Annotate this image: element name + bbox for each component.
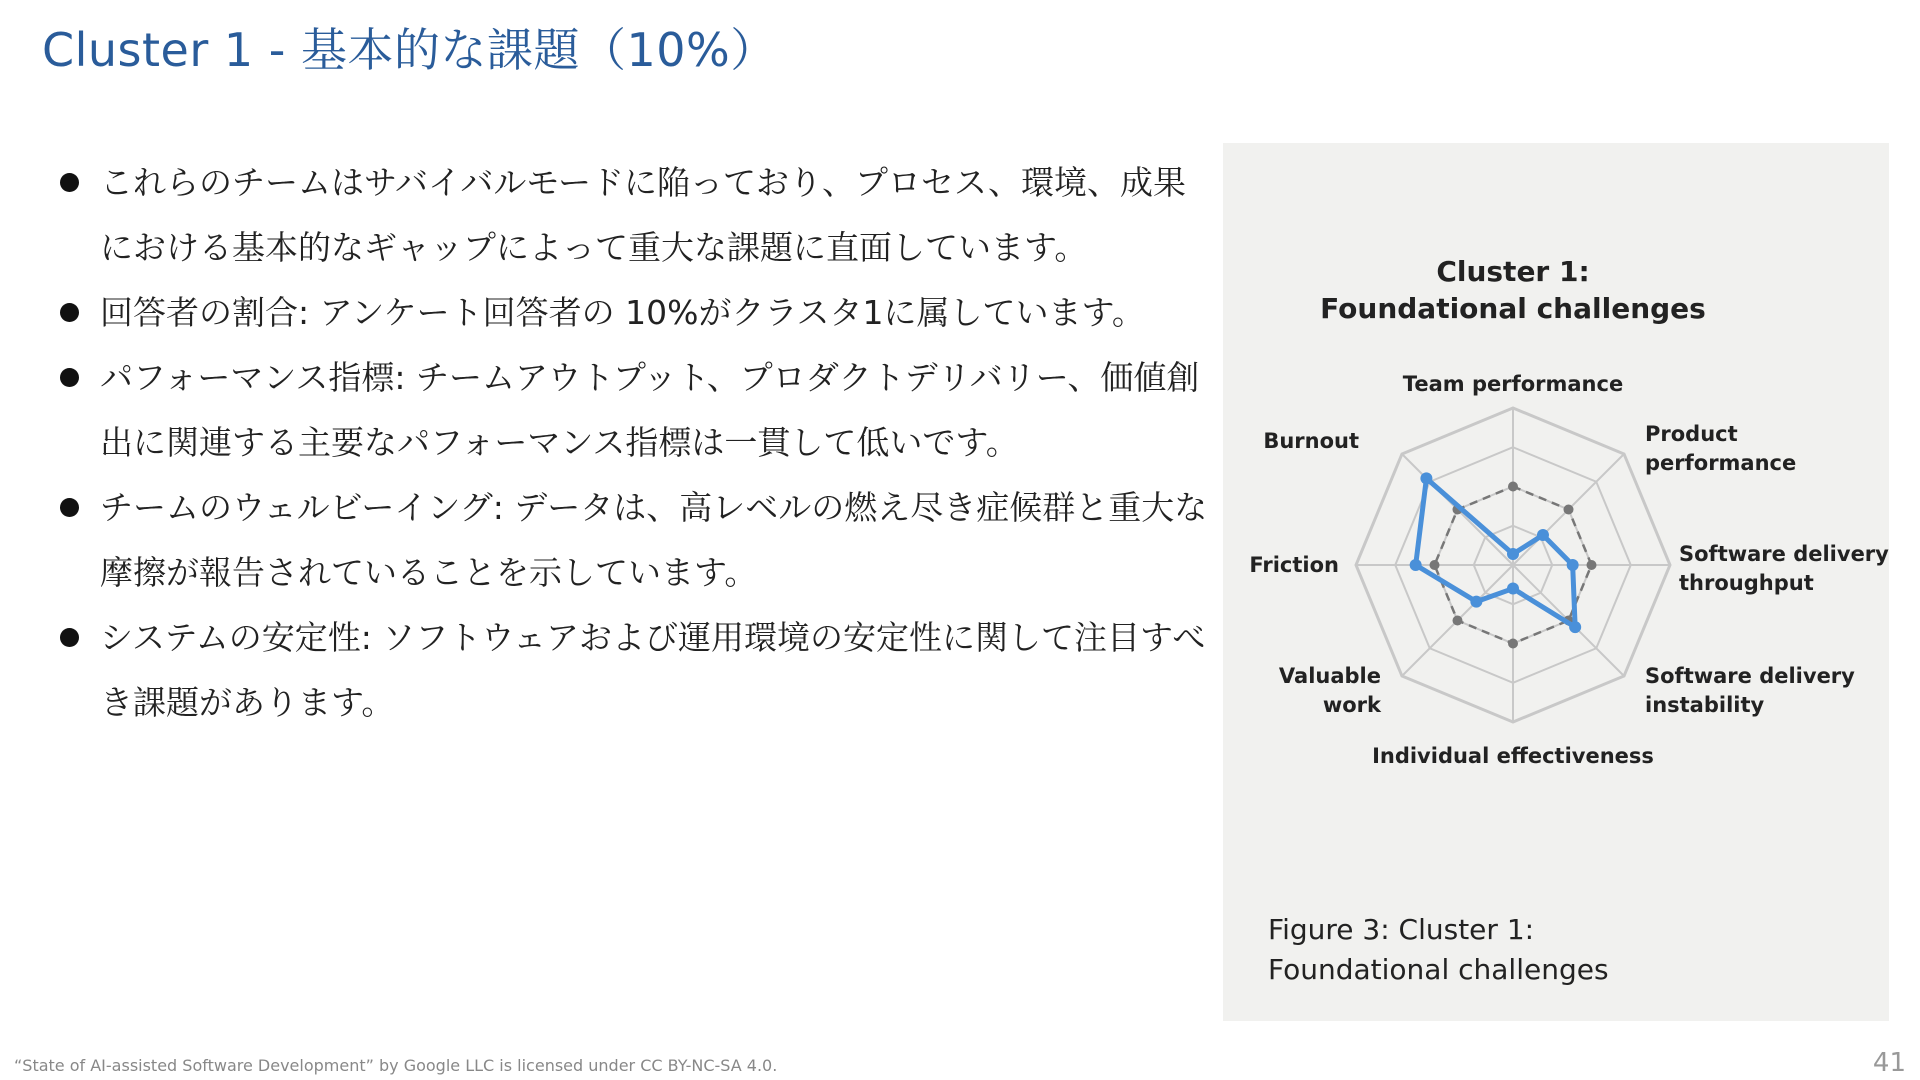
figure-panel (1223, 143, 1889, 1021)
radar-baseline-point (1587, 560, 1597, 570)
figure-caption (1268, 910, 1609, 990)
radar-baseline-point (1452, 616, 1462, 626)
bullet-item: これらのチームはサバイバルモードに陥っており、プロセス、環境、成果における基本的なギャップによって重大な課題に直面しています。 (58, 150, 1208, 280)
radar-data-point (1537, 529, 1549, 541)
slide-title: Cluster 1 - 基本的な課題（10%） (42, 23, 777, 77)
radar-axis-label: throughput (1679, 571, 1814, 595)
radar-baseline-point (1430, 560, 1440, 570)
radar-chart (1223, 143, 1889, 903)
radar-axis-label: work (1322, 693, 1381, 717)
radar-data-point (1410, 559, 1422, 571)
chart-title-line2: Foundational challenges (1320, 292, 1706, 325)
radar-data-point (1567, 559, 1579, 571)
radar-axis-label: Friction (1249, 553, 1339, 577)
chart-title-line1: Cluster 1: (1436, 255, 1590, 288)
radar-baseline-point (1564, 504, 1574, 514)
radar-baseline-point (1508, 639, 1518, 649)
radar-data-point (1569, 621, 1581, 633)
figure-caption-line2: Foundational challenges (1268, 953, 1609, 986)
figure-caption-line1: Figure 3: Cluster 1: (1268, 913, 1535, 946)
radar-axis-label: Product (1645, 422, 1738, 446)
radar-baseline-point (1508, 482, 1518, 492)
radar-axis-label: Software delivery (1645, 664, 1855, 688)
radar-data-point (1470, 596, 1482, 608)
radar-data-point (1420, 472, 1432, 484)
page-number: 41 (1872, 1048, 1906, 1078)
bullet-item: 回答者の割合: アンケート回答者の 10%がクラスタ1に属しています。 (58, 280, 1208, 345)
bullet-item: チームのウェルビーイング: データは、高レベルの燃え尽き症候群と重大な摩擦が報告されていることを示しています。 (58, 475, 1208, 605)
radar-data-point (1507, 583, 1519, 595)
radar-axis-label: Software delivery (1679, 542, 1889, 566)
license-credit: “State of AI-assisted Software Development” by Google LLC is licensed under CC BY-NC-SA 4.0. (14, 1056, 778, 1075)
radar-axis-label: performance (1645, 451, 1797, 475)
radar-data-point (1507, 548, 1519, 560)
radar-axis-label: Team performance (1402, 372, 1624, 396)
radar-grid (1356, 408, 1670, 722)
radar-series (1410, 472, 1582, 633)
bullet-item: システムの安定性: ソフトウェアおよび運用環境の安定性に関して注目すべき課題があります。 (58, 605, 1208, 735)
radar-axis-label: Valuable (1278, 664, 1381, 688)
bullet-list (58, 150, 1208, 735)
radar-axis-label: Burnout (1263, 429, 1359, 453)
radar-axis-label: instability (1645, 693, 1765, 717)
radar-axis-label: Individual effectiveness (1372, 744, 1654, 768)
bullet-item: パフォーマンス指標: チームアウトプット、プロダクトデリバリー、価値創出に関連する主要なパフォーマンス指標は一貫して低いです。 (58, 345, 1208, 475)
